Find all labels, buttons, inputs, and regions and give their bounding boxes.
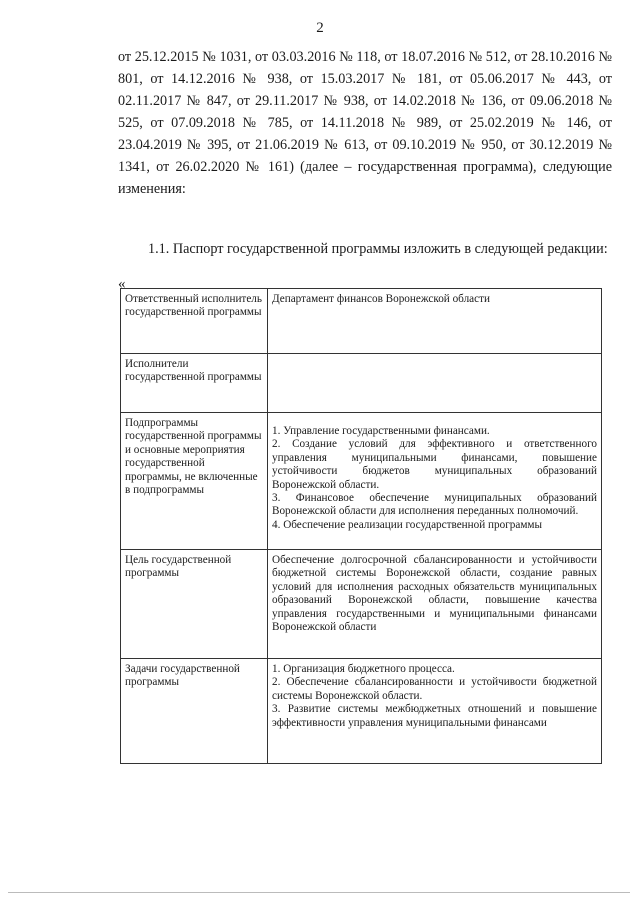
value-line: 2. Создание условий для эффективного и ответственного управления муниципальными финансами, повышение устойчивости бюджетов муниципальных образований Воронежской области. (272, 438, 597, 491)
value-line: Департамент финансов Воронежской области (272, 293, 490, 305)
value-line: 1. Управление государственными финансами. (272, 425, 490, 437)
value-line: 1. Организация бюджетного процесса. (272, 663, 455, 675)
value-line: 3. Развитие системы межбюджетных отношений и повышение эффективности управления муниципальными финансами (272, 703, 597, 729)
row-value-executors (268, 354, 602, 413)
value-line: 2. Обеспечение сбалансированности и устойчивости бюджетной системы Воронежской области. (272, 676, 597, 702)
row-label-responsible: Ответственный исполнитель государственной программы (121, 289, 268, 354)
table-row (121, 659, 602, 764)
row-label-tasks: Задачи государственной программы (121, 659, 268, 764)
row-label-subprograms: Подпрограммы государственной программы и основные мероприятия государственной программы, не включенные в подпрограммы (121, 413, 268, 550)
row-value-subprograms (268, 413, 602, 550)
footer-rule (8, 892, 630, 893)
table-row (121, 354, 602, 413)
row-value-tasks (268, 659, 602, 764)
clause-text: 1.1. Паспорт государственной программы изложить в следующей редакции: (148, 241, 608, 257)
value-line: 3. Финансовое обеспечение муниципальных образований Воронежской области для исполнения переданных полномочий. (272, 492, 597, 518)
table-row (121, 550, 602, 659)
program-passport-table (120, 288, 602, 764)
open-quote: « (118, 276, 126, 292)
value-line: Обеспечение долгосрочной сбалансированности и устойчивости бюджетной системы Воронежской области, создание равных условий для исполнения расходных обязательств муниципальных образований Воронежской области, повышение качества управления государственными и муниципальными финансами Воронежской области (272, 554, 597, 634)
intro-paragraph: от 25.12.2015 № 1031, от 03.03.2016 № 118, от 18.07.2016 № 512, от 28.10.2016 № 801, от 14.12.2016 № 938, от 15.03.2017 № 181, от 05.06.2017 № 443, от 02.11.2017 № 847, от 29.11.2017 № 938, от 14.02.2018 № 136, от 09.06.2018 № 525, от 07.09.2018 № 785, от 14.11.2018 № 989, от 25.02.2019 № 146, от 23.04.2019 № 395, от 21.06.2019 № 613, от 09.10.2019 № 950, от 30.12.2019 № 1341, от 26.02.2020 № 161) (далее – государственная программа), следующие изменения: (118, 49, 612, 197)
page-number: 2 (316, 20, 324, 36)
row-value-goal (268, 550, 602, 659)
clause-1-1 (118, 240, 612, 258)
row-value-responsible (268, 289, 602, 354)
table-row (121, 289, 602, 354)
row-label-goal: Цель государственной программы (121, 550, 268, 659)
row-label-executors: Исполнители государственной программы (121, 354, 268, 413)
value-line: 4. Обеспечение реализации государственной программы (272, 518, 543, 531)
table-row (121, 413, 602, 550)
